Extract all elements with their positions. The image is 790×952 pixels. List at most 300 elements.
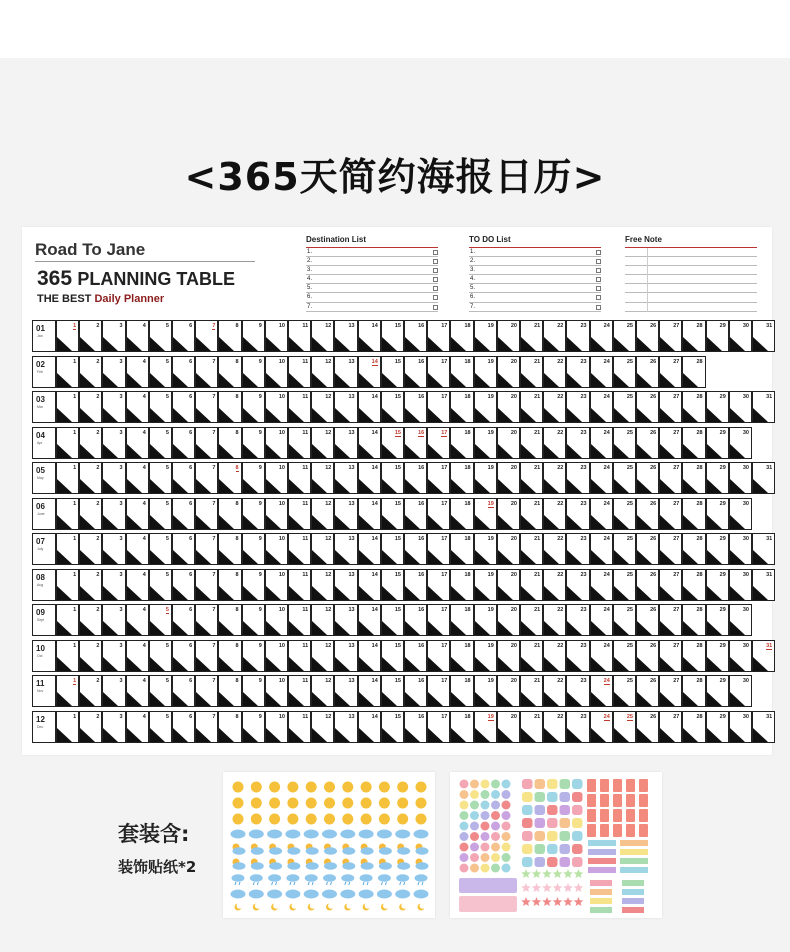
day-cell[interactable] bbox=[218, 569, 241, 601]
day-cell[interactable] bbox=[636, 640, 659, 672]
day-cell[interactable] bbox=[706, 533, 729, 565]
day-cell[interactable] bbox=[613, 569, 636, 601]
day-cell[interactable] bbox=[265, 391, 288, 423]
day-cell[interactable] bbox=[520, 462, 543, 494]
day-cell[interactable] bbox=[102, 320, 125, 352]
day-cell[interactable] bbox=[172, 640, 195, 672]
day-cell[interactable] bbox=[450, 604, 473, 636]
day-cell[interactable] bbox=[195, 320, 218, 352]
day-cell[interactable] bbox=[311, 320, 334, 352]
day-cell[interactable] bbox=[497, 498, 520, 530]
day-cell[interactable] bbox=[288, 640, 311, 672]
day-cell[interactable] bbox=[381, 569, 404, 601]
day-cell[interactable] bbox=[195, 604, 218, 636]
day-cell[interactable] bbox=[636, 569, 659, 601]
day-cell[interactable] bbox=[520, 675, 543, 707]
day-cell[interactable] bbox=[288, 498, 311, 530]
day-cell[interactable] bbox=[358, 462, 381, 494]
day-cell[interactable] bbox=[149, 533, 172, 565]
day-cell[interactable] bbox=[311, 462, 334, 494]
checkbox[interactable] bbox=[596, 259, 601, 264]
day-cell[interactable] bbox=[404, 356, 427, 388]
day-cell[interactable] bbox=[636, 427, 659, 459]
day-cell[interactable] bbox=[265, 427, 288, 459]
checkbox[interactable] bbox=[596, 250, 601, 255]
day-cell[interactable] bbox=[682, 391, 705, 423]
day-cell[interactable] bbox=[311, 356, 334, 388]
day-cell[interactable] bbox=[729, 320, 752, 352]
day-cell[interactable] bbox=[706, 711, 729, 743]
day-cell[interactable] bbox=[543, 391, 566, 423]
day-cell[interactable] bbox=[497, 427, 520, 459]
day-cell[interactable] bbox=[102, 675, 125, 707]
day-cell[interactable] bbox=[79, 675, 102, 707]
day-cell[interactable] bbox=[358, 356, 381, 388]
day-cell[interactable] bbox=[195, 462, 218, 494]
day-cell[interactable] bbox=[590, 604, 613, 636]
day-cell[interactable] bbox=[427, 462, 450, 494]
day-cell[interactable] bbox=[334, 427, 357, 459]
day-cell[interactable] bbox=[265, 356, 288, 388]
day-cell[interactable] bbox=[427, 498, 450, 530]
note-line[interactable] bbox=[625, 275, 757, 284]
day-cell[interactable] bbox=[195, 711, 218, 743]
day-cell[interactable] bbox=[288, 711, 311, 743]
day-cell[interactable] bbox=[311, 711, 334, 743]
day-cell[interactable] bbox=[149, 391, 172, 423]
day-cell[interactable] bbox=[566, 569, 589, 601]
day-cell[interactable] bbox=[543, 604, 566, 636]
day-cell[interactable] bbox=[427, 569, 450, 601]
day-cell[interactable] bbox=[288, 675, 311, 707]
day-cell[interactable] bbox=[474, 320, 497, 352]
day-cell[interactable] bbox=[752, 391, 775, 423]
day-cell[interactable] bbox=[149, 711, 172, 743]
day-cell[interactable] bbox=[427, 640, 450, 672]
day-cell[interactable] bbox=[520, 391, 543, 423]
day-cell[interactable] bbox=[172, 391, 195, 423]
note-line[interactable] bbox=[625, 248, 757, 257]
checkbox[interactable] bbox=[596, 305, 601, 310]
day-cell[interactable] bbox=[102, 391, 125, 423]
day-cell[interactable] bbox=[427, 711, 450, 743]
day-cell[interactable] bbox=[242, 640, 265, 672]
day-cell[interactable] bbox=[682, 356, 705, 388]
day-cell[interactable] bbox=[566, 356, 589, 388]
day-cell[interactable] bbox=[79, 462, 102, 494]
day-cell[interactable] bbox=[520, 427, 543, 459]
day-cell[interactable] bbox=[381, 391, 404, 423]
day-cell[interactable] bbox=[474, 533, 497, 565]
day-cell[interactable] bbox=[474, 675, 497, 707]
day-cell[interactable] bbox=[358, 675, 381, 707]
day-cell[interactable] bbox=[752, 462, 775, 494]
day-cell[interactable] bbox=[427, 356, 450, 388]
day-cell[interactable] bbox=[126, 462, 149, 494]
day-cell[interactable] bbox=[56, 711, 79, 743]
day-cell[interactable] bbox=[149, 604, 172, 636]
day-cell[interactable] bbox=[497, 675, 520, 707]
day-cell[interactable] bbox=[590, 675, 613, 707]
day-cell[interactable] bbox=[474, 391, 497, 423]
checkbox[interactable] bbox=[596, 286, 601, 291]
day-cell[interactable] bbox=[79, 320, 102, 352]
day-cell[interactable] bbox=[149, 462, 172, 494]
day-cell[interactable] bbox=[56, 533, 79, 565]
day-cell[interactable] bbox=[566, 320, 589, 352]
day-cell[interactable] bbox=[613, 604, 636, 636]
day-cell[interactable] bbox=[520, 711, 543, 743]
day-cell[interactable] bbox=[636, 604, 659, 636]
day-cell[interactable] bbox=[311, 391, 334, 423]
day-cell[interactable] bbox=[474, 498, 497, 530]
day-cell[interactable] bbox=[659, 675, 682, 707]
day-cell[interactable] bbox=[729, 569, 752, 601]
day-cell[interactable] bbox=[126, 356, 149, 388]
day-cell[interactable] bbox=[590, 569, 613, 601]
day-cell[interactable] bbox=[126, 533, 149, 565]
day-cell[interactable] bbox=[706, 569, 729, 601]
day-cell[interactable] bbox=[381, 462, 404, 494]
day-cell[interactable] bbox=[381, 711, 404, 743]
day-cell[interactable] bbox=[682, 320, 705, 352]
day-cell[interactable] bbox=[520, 356, 543, 388]
day-cell[interactable] bbox=[613, 391, 636, 423]
note-line[interactable] bbox=[625, 257, 757, 266]
day-cell[interactable] bbox=[659, 391, 682, 423]
day-cell[interactable] bbox=[102, 569, 125, 601]
day-cell[interactable] bbox=[474, 569, 497, 601]
day-cell[interactable] bbox=[613, 498, 636, 530]
day-cell[interactable] bbox=[404, 604, 427, 636]
day-cell[interactable] bbox=[706, 462, 729, 494]
day-cell[interactable] bbox=[404, 675, 427, 707]
day-cell[interactable] bbox=[613, 356, 636, 388]
day-cell[interactable] bbox=[682, 569, 705, 601]
day-cell[interactable] bbox=[288, 356, 311, 388]
day-cell[interactable] bbox=[566, 427, 589, 459]
day-cell[interactable] bbox=[358, 569, 381, 601]
day-cell[interactable] bbox=[682, 498, 705, 530]
day-cell[interactable] bbox=[474, 640, 497, 672]
day-cell[interactable] bbox=[126, 604, 149, 636]
day-cell[interactable] bbox=[729, 498, 752, 530]
day-cell[interactable] bbox=[149, 569, 172, 601]
day-cell[interactable] bbox=[520, 640, 543, 672]
day-cell[interactable] bbox=[79, 356, 102, 388]
day-cell[interactable] bbox=[682, 427, 705, 459]
day-cell[interactable] bbox=[56, 356, 79, 388]
day-cell[interactable] bbox=[265, 711, 288, 743]
day-cell[interactable] bbox=[659, 427, 682, 459]
day-cell[interactable] bbox=[195, 391, 218, 423]
day-cell[interactable] bbox=[381, 356, 404, 388]
day-cell[interactable] bbox=[358, 640, 381, 672]
day-cell[interactable] bbox=[265, 569, 288, 601]
day-cell[interactable] bbox=[195, 498, 218, 530]
day-cell[interactable] bbox=[56, 427, 79, 459]
day-cell[interactable] bbox=[381, 320, 404, 352]
day-cell[interactable] bbox=[682, 604, 705, 636]
day-cell[interactable] bbox=[636, 533, 659, 565]
day-cell[interactable] bbox=[706, 320, 729, 352]
day-cell[interactable] bbox=[450, 569, 473, 601]
day-cell[interactable] bbox=[334, 675, 357, 707]
day-cell[interactable] bbox=[543, 356, 566, 388]
day-cell[interactable] bbox=[752, 711, 775, 743]
day-cell[interactable] bbox=[659, 462, 682, 494]
day-cell[interactable] bbox=[358, 533, 381, 565]
day-cell[interactable] bbox=[195, 640, 218, 672]
day-cell[interactable] bbox=[474, 427, 497, 459]
day-cell[interactable] bbox=[497, 356, 520, 388]
day-cell[interactable] bbox=[102, 533, 125, 565]
day-cell[interactable] bbox=[311, 675, 334, 707]
day-cell[interactable] bbox=[56, 498, 79, 530]
day-cell[interactable] bbox=[613, 462, 636, 494]
day-cell[interactable] bbox=[497, 391, 520, 423]
day-cell[interactable] bbox=[474, 356, 497, 388]
day-cell[interactable] bbox=[102, 711, 125, 743]
day-cell[interactable] bbox=[404, 462, 427, 494]
day-cell[interactable] bbox=[265, 462, 288, 494]
day-cell[interactable] bbox=[126, 711, 149, 743]
day-cell[interactable] bbox=[288, 569, 311, 601]
day-cell[interactable] bbox=[79, 569, 102, 601]
day-cell[interactable] bbox=[242, 675, 265, 707]
day-cell[interactable] bbox=[520, 569, 543, 601]
checkbox[interactable] bbox=[596, 268, 601, 273]
day-cell[interactable] bbox=[404, 427, 427, 459]
day-cell[interactable] bbox=[242, 462, 265, 494]
day-cell[interactable] bbox=[636, 320, 659, 352]
day-cell[interactable] bbox=[497, 640, 520, 672]
day-cell[interactable] bbox=[56, 462, 79, 494]
day-cell[interactable] bbox=[381, 675, 404, 707]
day-cell[interactable] bbox=[334, 533, 357, 565]
day-cell[interactable] bbox=[102, 498, 125, 530]
day-cell[interactable] bbox=[450, 675, 473, 707]
day-cell[interactable] bbox=[590, 640, 613, 672]
day-cell[interactable] bbox=[659, 498, 682, 530]
day-cell[interactable] bbox=[218, 675, 241, 707]
day-cell[interactable] bbox=[358, 427, 381, 459]
day-cell[interactable] bbox=[288, 391, 311, 423]
day-cell[interactable] bbox=[172, 569, 195, 601]
day-cell[interactable] bbox=[729, 391, 752, 423]
day-cell[interactable] bbox=[590, 356, 613, 388]
day-cell[interactable] bbox=[404, 711, 427, 743]
day-cell[interactable] bbox=[242, 356, 265, 388]
day-cell[interactable] bbox=[566, 675, 589, 707]
day-cell[interactable] bbox=[218, 320, 241, 352]
day-cell[interactable] bbox=[404, 533, 427, 565]
day-cell[interactable] bbox=[520, 320, 543, 352]
checkbox[interactable] bbox=[433, 286, 438, 291]
day-cell[interactable] bbox=[427, 427, 450, 459]
day-cell[interactable] bbox=[311, 427, 334, 459]
day-cell[interactable] bbox=[242, 427, 265, 459]
day-cell[interactable] bbox=[543, 427, 566, 459]
day-cell[interactable] bbox=[613, 711, 636, 743]
day-cell[interactable] bbox=[450, 711, 473, 743]
day-cell[interactable] bbox=[474, 604, 497, 636]
day-cell[interactable] bbox=[242, 569, 265, 601]
day-cell[interactable] bbox=[566, 462, 589, 494]
day-cell[interactable] bbox=[543, 569, 566, 601]
day-cell[interactable] bbox=[613, 320, 636, 352]
day-cell[interactable] bbox=[79, 533, 102, 565]
day-cell[interactable] bbox=[218, 356, 241, 388]
day-cell[interactable] bbox=[659, 640, 682, 672]
day-cell[interactable] bbox=[79, 604, 102, 636]
day-cell[interactable] bbox=[566, 711, 589, 743]
day-cell[interactable] bbox=[427, 533, 450, 565]
day-cell[interactable] bbox=[265, 604, 288, 636]
day-cell[interactable] bbox=[520, 498, 543, 530]
day-cell[interactable] bbox=[334, 320, 357, 352]
day-cell[interactable] bbox=[706, 391, 729, 423]
day-cell[interactable] bbox=[242, 711, 265, 743]
day-cell[interactable] bbox=[404, 391, 427, 423]
day-cell[interactable] bbox=[172, 533, 195, 565]
day-cell[interactable] bbox=[218, 462, 241, 494]
day-cell[interactable] bbox=[636, 675, 659, 707]
day-cell[interactable] bbox=[659, 569, 682, 601]
day-cell[interactable] bbox=[543, 711, 566, 743]
day-cell[interactable] bbox=[706, 427, 729, 459]
day-cell[interactable] bbox=[706, 498, 729, 530]
day-cell[interactable] bbox=[102, 640, 125, 672]
day-cell[interactable] bbox=[636, 391, 659, 423]
day-cell[interactable] bbox=[427, 675, 450, 707]
day-cell[interactable] bbox=[79, 498, 102, 530]
day-cell[interactable] bbox=[543, 640, 566, 672]
day-cell[interactable] bbox=[659, 356, 682, 388]
day-cell[interactable] bbox=[450, 427, 473, 459]
day-cell[interactable] bbox=[172, 604, 195, 636]
day-cell[interactable] bbox=[659, 711, 682, 743]
day-cell[interactable] bbox=[218, 498, 241, 530]
day-cell[interactable] bbox=[288, 427, 311, 459]
day-cell[interactable] bbox=[706, 604, 729, 636]
checkbox[interactable] bbox=[433, 259, 438, 264]
day-cell[interactable] bbox=[311, 569, 334, 601]
day-cell[interactable] bbox=[566, 533, 589, 565]
day-cell[interactable] bbox=[288, 533, 311, 565]
day-cell[interactable] bbox=[566, 498, 589, 530]
day-cell[interactable] bbox=[729, 640, 752, 672]
day-cell[interactable] bbox=[195, 427, 218, 459]
day-cell[interactable] bbox=[636, 356, 659, 388]
day-cell[interactable] bbox=[334, 604, 357, 636]
day-cell[interactable] bbox=[450, 320, 473, 352]
day-cell[interactable] bbox=[520, 604, 543, 636]
day-cell[interactable] bbox=[149, 640, 172, 672]
day-cell[interactable] bbox=[497, 533, 520, 565]
day-cell[interactable] bbox=[218, 427, 241, 459]
day-cell[interactable] bbox=[218, 604, 241, 636]
day-cell[interactable] bbox=[450, 533, 473, 565]
day-cell[interactable] bbox=[311, 533, 334, 565]
day-cell[interactable] bbox=[79, 711, 102, 743]
day-cell[interactable] bbox=[682, 533, 705, 565]
day-cell[interactable] bbox=[729, 427, 752, 459]
day-cell[interactable] bbox=[636, 498, 659, 530]
day-cell[interactable] bbox=[659, 604, 682, 636]
day-cell[interactable] bbox=[497, 462, 520, 494]
checkbox[interactable] bbox=[596, 295, 601, 300]
day-cell[interactable] bbox=[79, 391, 102, 423]
day-cell[interactable] bbox=[195, 533, 218, 565]
day-cell[interactable] bbox=[706, 640, 729, 672]
day-cell[interactable] bbox=[126, 391, 149, 423]
day-cell[interactable] bbox=[265, 640, 288, 672]
day-cell[interactable] bbox=[242, 604, 265, 636]
day-cell[interactable] bbox=[79, 427, 102, 459]
note-line[interactable] bbox=[625, 284, 757, 293]
day-cell[interactable] bbox=[450, 356, 473, 388]
day-cell[interactable] bbox=[172, 356, 195, 388]
day-cell[interactable] bbox=[543, 462, 566, 494]
day-cell[interactable] bbox=[242, 391, 265, 423]
day-cell[interactable] bbox=[636, 711, 659, 743]
day-cell[interactable] bbox=[590, 391, 613, 423]
day-cell[interactable] bbox=[102, 427, 125, 459]
day-cell[interactable] bbox=[682, 675, 705, 707]
day-cell[interactable] bbox=[520, 533, 543, 565]
day-cell[interactable] bbox=[659, 533, 682, 565]
day-cell[interactable] bbox=[288, 604, 311, 636]
day-cell[interactable] bbox=[172, 711, 195, 743]
day-cell[interactable] bbox=[334, 498, 357, 530]
day-cell[interactable] bbox=[334, 356, 357, 388]
day-cell[interactable] bbox=[358, 498, 381, 530]
day-cell[interactable] bbox=[752, 569, 775, 601]
day-cell[interactable] bbox=[56, 675, 79, 707]
day-cell[interactable] bbox=[218, 391, 241, 423]
day-cell[interactable] bbox=[613, 640, 636, 672]
day-cell[interactable] bbox=[126, 569, 149, 601]
day-cell[interactable] bbox=[613, 675, 636, 707]
day-cell[interactable] bbox=[102, 462, 125, 494]
day-cell[interactable] bbox=[729, 604, 752, 636]
day-cell[interactable] bbox=[242, 498, 265, 530]
day-cell[interactable] bbox=[102, 604, 125, 636]
day-cell[interactable] bbox=[590, 320, 613, 352]
day-cell[interactable] bbox=[590, 498, 613, 530]
day-cell[interactable] bbox=[358, 604, 381, 636]
day-cell[interactable] bbox=[450, 391, 473, 423]
day-cell[interactable] bbox=[79, 640, 102, 672]
day-cell[interactable] bbox=[56, 604, 79, 636]
day-cell[interactable] bbox=[288, 462, 311, 494]
day-cell[interactable] bbox=[497, 711, 520, 743]
day-cell[interactable] bbox=[404, 498, 427, 530]
day-cell[interactable] bbox=[497, 320, 520, 352]
day-cell[interactable] bbox=[381, 533, 404, 565]
note-line[interactable] bbox=[625, 266, 757, 275]
day-cell[interactable] bbox=[752, 640, 775, 672]
day-cell[interactable] bbox=[218, 640, 241, 672]
day-cell[interactable] bbox=[126, 320, 149, 352]
day-cell[interactable] bbox=[149, 498, 172, 530]
checkbox[interactable] bbox=[596, 277, 601, 282]
day-cell[interactable] bbox=[543, 320, 566, 352]
day-cell[interactable] bbox=[149, 356, 172, 388]
note-line[interactable] bbox=[625, 293, 757, 302]
day-cell[interactable] bbox=[752, 320, 775, 352]
